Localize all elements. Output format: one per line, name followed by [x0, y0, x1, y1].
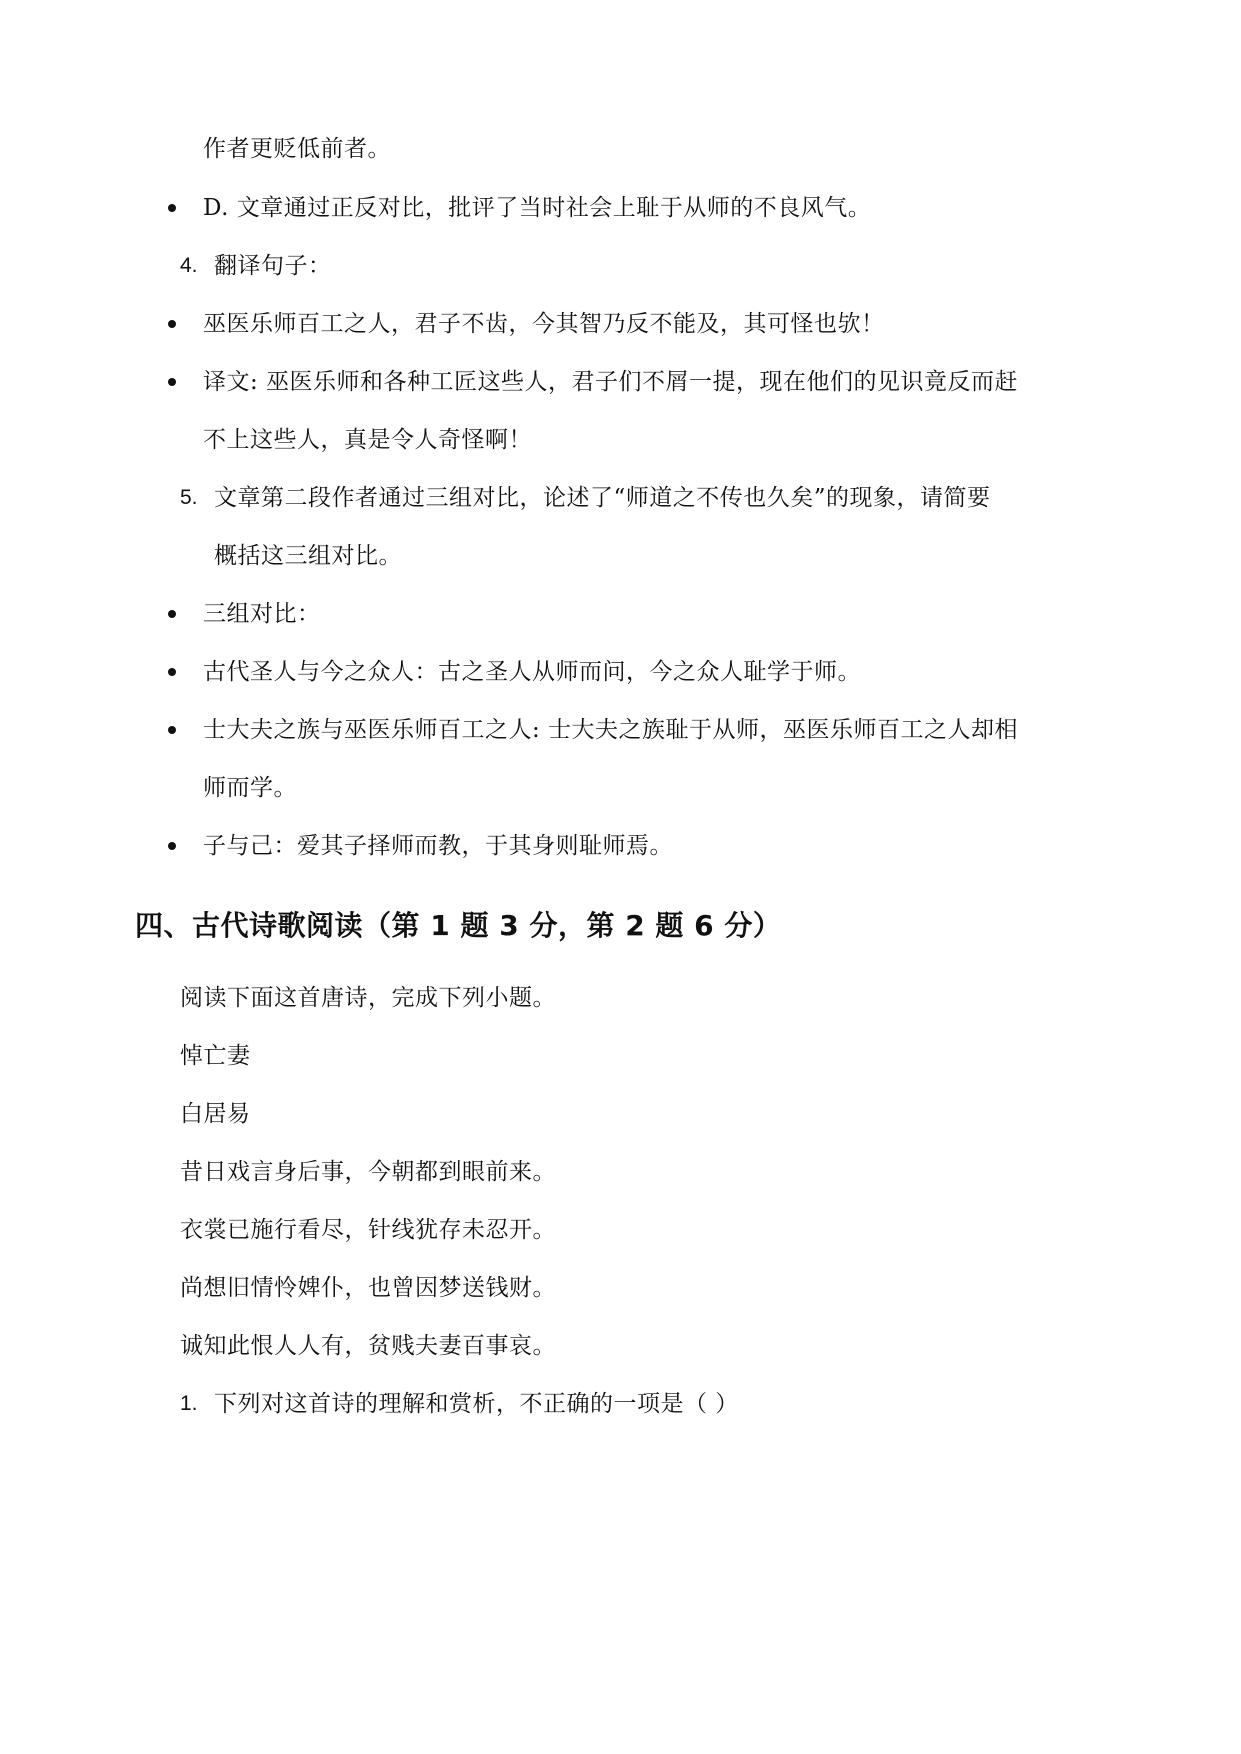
comparison-item: 师而学。: [203, 775, 297, 801]
poem-line: 诚知此恨人人有，贫贱夫妻百事哀。: [180, 1333, 556, 1359]
question-text: 概括这三组对比。: [214, 543, 402, 569]
bullet-icon: [168, 610, 176, 618]
question-number: 4.: [180, 254, 198, 277]
poem-line: 昔日戏言身后事，今朝都到眼前来。: [180, 1159, 556, 1185]
question-text: 下列对这首诗的理解和赏析，不正确的一项是（ ）: [214, 1391, 739, 1417]
comparison-item: 士大夫之族与巫医乐师百工之人: 士大夫之族耻于从师，巫医乐师百工之人却相: [203, 717, 1019, 743]
section-intro: 阅读下面这首唐诗，完成下列小题。: [180, 985, 556, 1011]
bullet-icon: [168, 378, 176, 386]
answer-intro: 三组对比：: [203, 601, 321, 627]
question-number: 5.: [180, 486, 198, 509]
poem-author: 白居易: [180, 1101, 251, 1127]
section-heading: 四、古代诗歌阅读（第 1 题 3 分，第 2 题 6 分）: [135, 909, 782, 942]
question-text: 翻译句子：: [214, 253, 332, 279]
translation-line: 译文: 巫医乐师和各种工匠这些人，君子们不屑一提，现在他们的见识竟反而赶: [203, 369, 1019, 395]
poem-title: 悼亡妻: [180, 1043, 251, 1069]
option-c-continuation: 作者更贬低前者。: [203, 136, 391, 162]
option-d: D. 文章通过正反对比，批评了当时社会上耻于从师的不良风气。: [203, 195, 872, 221]
bullet-icon: [168, 320, 176, 328]
bullet-icon: [168, 668, 176, 676]
comparison-item: 古代圣人与今之众人：古之圣人从师而问，今之众人耻学于师。: [203, 659, 861, 685]
poem-line: 尚想旧情怜婢仆，也曾因梦送钱财。: [180, 1275, 556, 1301]
comparison-item: 子与己：爱其子择师而教，于其身则耻师焉。: [203, 833, 673, 859]
question-number: 1.: [180, 1392, 198, 1415]
bullet-icon: [168, 726, 176, 734]
translation-line: 不上这些人，真是令人奇怪啊！: [203, 427, 532, 453]
poem-line: 衣裳已施行看尽，针线犹存未忍开。: [180, 1217, 556, 1243]
bullet-icon: [168, 204, 176, 212]
bullet-icon: [168, 842, 176, 850]
question-text: 文章第二段作者通过三组对比，论述了“师道之不传也久矣”的现象，请简要: [214, 485, 991, 511]
sentence-to-translate: 巫医乐师百工之人，君子不齿，今其智乃反不能及，其可怪也欤！: [203, 311, 885, 337]
